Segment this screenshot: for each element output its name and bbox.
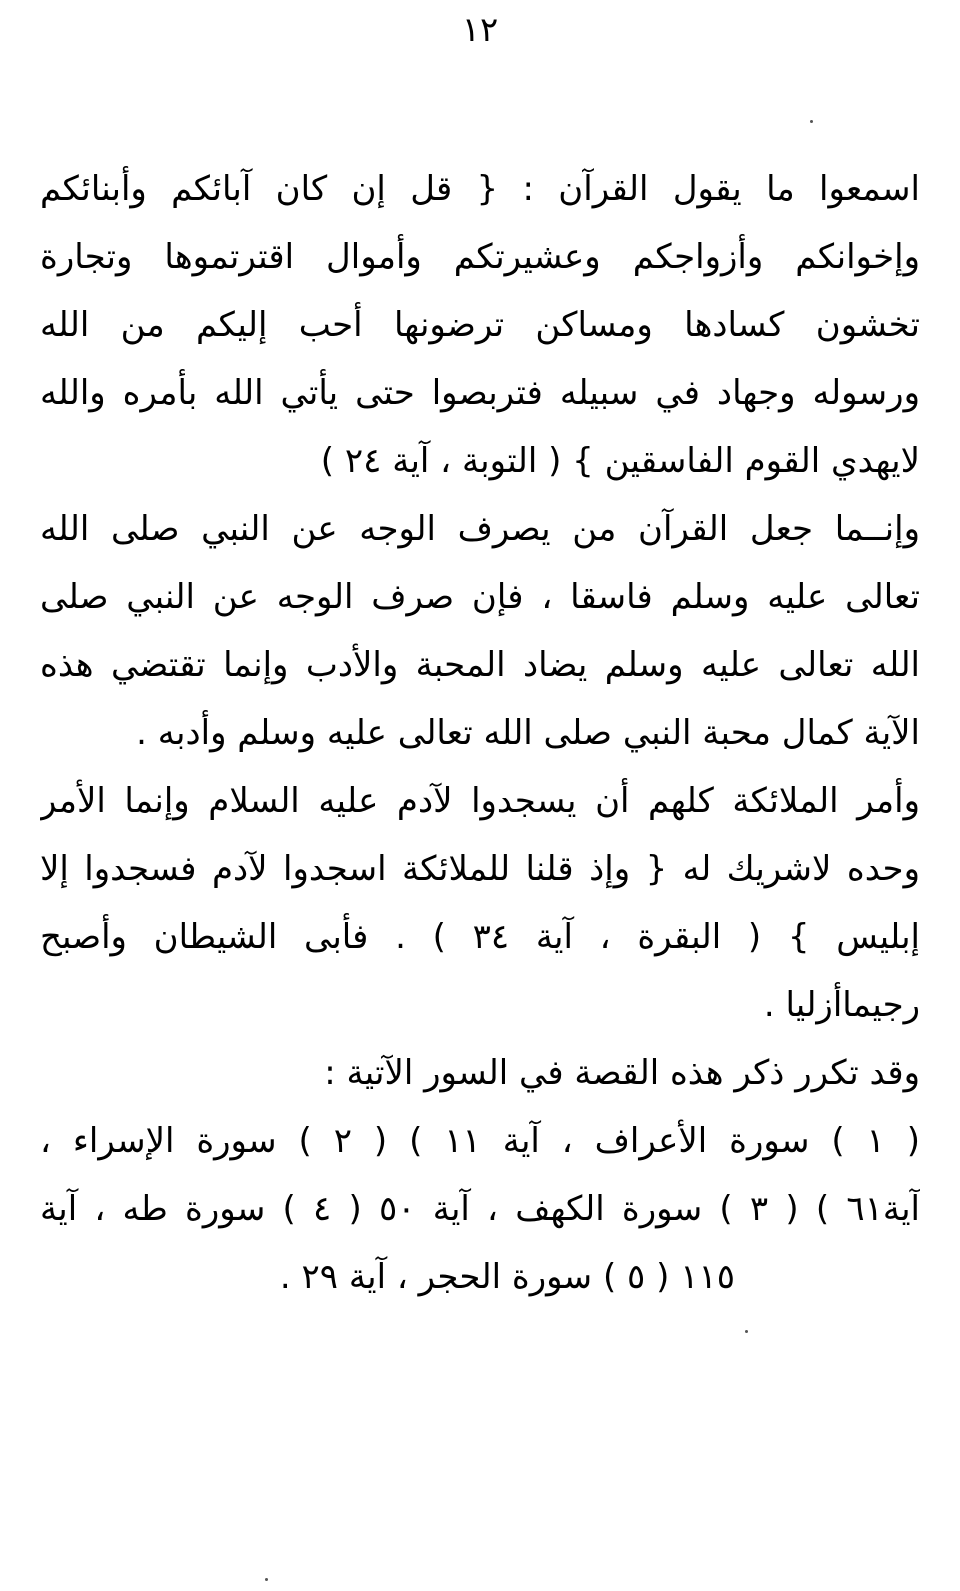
paragraph-2-line-3: الله تعالى عليه وسلم يضاد المحبة والأدب وإنما تقتضي هذه <box>40 645 920 685</box>
paragraph-4-line-2: ( ١ ) سورة الأعراف ، آية ١١ ) ( ٢ ) سورة الإسراء ، <box>40 1121 920 1161</box>
scan-speck <box>265 1578 268 1581</box>
paragraph-1-line-4: ورسوله وجهاد في سبيله فتربصوا حتى يأتي الله بأمره والله <box>40 373 920 413</box>
paragraph-4-line-1: وقد تكرر ذكر هذه القصة في السور الآتية : <box>324 1053 920 1093</box>
paragraph-3-line-4: رجيماأزليا . <box>763 985 920 1025</box>
paragraph-3-line-2: وحده لاشريك له { وإذ قلنا للملائكة اسجدوا لآدم فسجدوا إلا <box>40 849 920 889</box>
paragraph-3-line-3: إبليس } ( البقرة ، آية ٣٤ ) . فأبى الشيطان وأصبح <box>40 917 920 957</box>
paragraph-1-line-1: اسمعوا ما يقول القرآن : { قل إن كان آبائكم وأبنائكم <box>40 169 920 209</box>
paragraph-1-line-2: وإخوانكم وأزواجكم وعشيرتكم وأموال اقترتموها وتجارة <box>40 237 920 277</box>
paragraph-2-line-1: وإنــما جعل القرآن من يصرف الوجه عن النبي صلى الله <box>40 509 920 549</box>
scan-speck <box>745 1330 748 1333</box>
page-number: ١٢ <box>461 10 499 50</box>
paragraph-3-line-1: وأمر الملائكة كلهم أن يسجدوا لآدم عليه السلام وإنما الأمر <box>40 781 920 821</box>
paragraph-4-line-3: آية٦١ ) ( ٣ ) سورة الكهف ، آية ٥٠ ( ٤ ) سورة طه ، آية <box>40 1189 920 1229</box>
paragraph-4-line-4: ١١٥ ( ٥ ) سورة الحجر ، آية ٢٩ . <box>279 1257 735 1297</box>
paragraph-2-line-2: تعالى عليه وسلم فاسقا ، فإن صرف الوجه عن النبي صلى <box>40 577 920 617</box>
paragraph-1-line-5: لايهدي القوم الفاسقين } ( التوبة ، آية ٢٤ ) <box>320 441 920 481</box>
body-text <box>40 155 920 1311</box>
paragraph-2-line-4: الآية كمال محبة النبي صلى الله تعالى عليه وسلم وأدبه . <box>136 713 920 753</box>
paragraph-1-line-3: تخشون كسادها ومساكن ترضونها أحب إليكم من الله <box>40 305 920 345</box>
scan-speck <box>810 120 813 123</box>
